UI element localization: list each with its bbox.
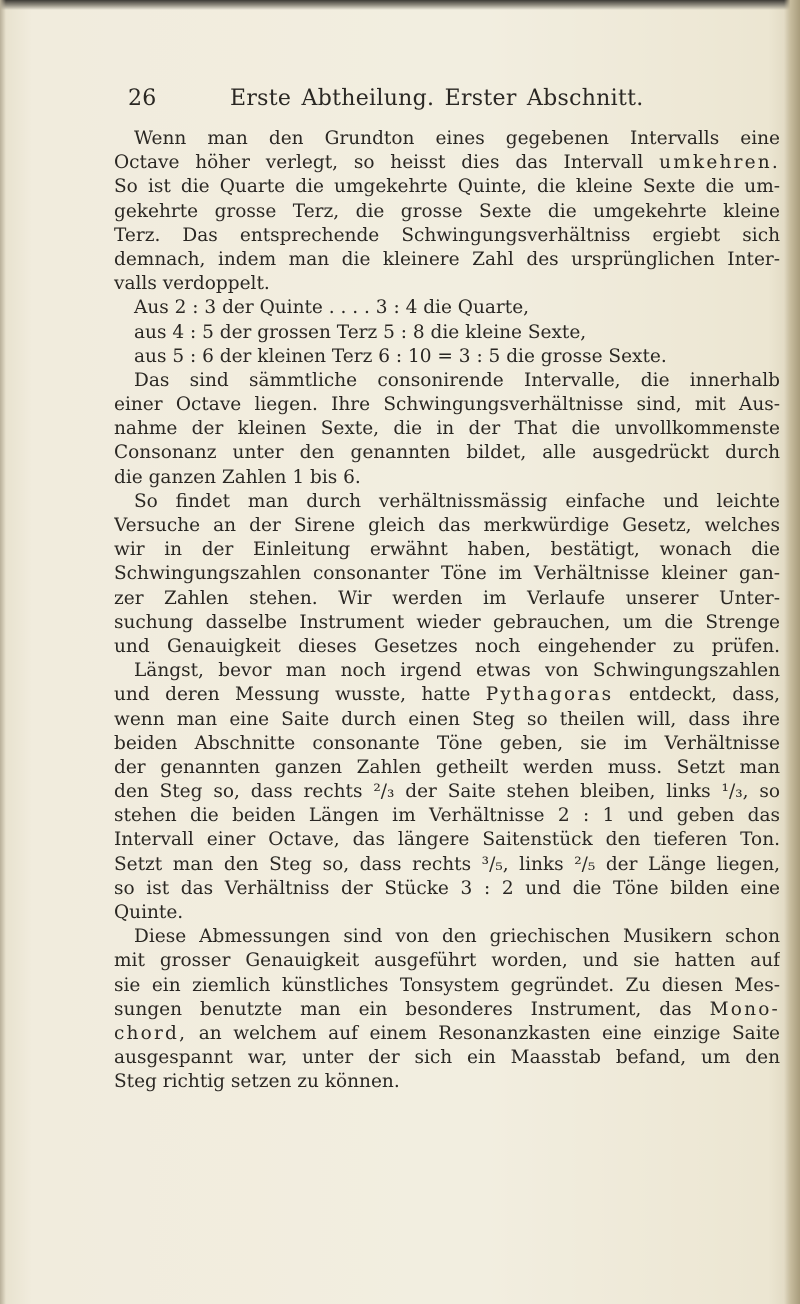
text-line: So findet man durch verhältnissmässig einfache und leichte <box>134 490 780 512</box>
text-line: stehen die beiden Längen im Verhältnisse 2 : 1 und geben das <box>114 805 780 827</box>
text-line: wenn man eine Saite durch einen Steg so theilen will, dass ihre <box>114 708 780 730</box>
text-line: und Genauigkeit dieses Gesetzes noch eingehender zu prüfen. <box>114 635 780 657</box>
text-line: Längst, bevor man noch irgend etwas von Schwingungszahlen <box>134 660 780 682</box>
text-line: Octave höher verlegt, so heisst dies das Intervall umkehren. <box>114 152 780 174</box>
text-line: Steg richtig setzen zu können. <box>114 1071 400 1093</box>
text-line: wir in der Einleitung erwähnt haben, bestätigt, wonach die <box>114 539 780 561</box>
text-line: demnach, indem man die kleinere Zahl des ursprünglichen Inter- <box>114 248 780 270</box>
emphasis-monochord: Mono- <box>709 998 780 1020</box>
text-line: so ist das Verhältniss der Stücke 3 : 2 und die Töne bilden eine <box>114 877 780 899</box>
text-line: Setzt man den Steg so, dass rechts ³/₅, links ²/₅ der Länge liegen, <box>114 853 780 875</box>
text-line: chord, an welchem auf einem Resonanzkasten eine einzige Saite <box>114 1022 780 1044</box>
text-line: Versuche an der Sirene gleich das merkwürdige Gesetz, welches <box>114 515 780 536</box>
page-top-edge <box>0 0 800 10</box>
text-line: Consonanz unter den genannten bildet, alle ausgedrückt durch <box>114 442 780 464</box>
emphasis-umkehren: umkehren. <box>659 152 780 174</box>
text-line: Intervall einer Octave, das längere Saitenstück den tieferen Ton. <box>114 829 780 851</box>
text-line: Schwingungszahlen consonanter Töne im Verhältnisse kleiner gan- <box>114 563 780 585</box>
page-right-edge <box>784 0 800 1304</box>
text-line: mit grosser Genauigkeit ausgeführt worden, und sie hatten auf <box>114 950 780 972</box>
text-line: sungen benutzte man ein besonderes Instrument, das Mono- <box>114 998 780 1020</box>
body-text <box>114 127 780 1095</box>
text-line: einer Octave liegen. Ihre Schwingungsverhältnisse sind, mit Aus- <box>114 394 780 416</box>
text-line: ausgespannt war, unter der sich ein Maasstab befand, um den <box>114 1047 780 1069</box>
text-line: Terz. Das entsprechende Schwingungsverhältniss ergiebt sich <box>114 224 780 246</box>
text-line: valls verdoppelt. <box>114 273 270 295</box>
interval-inversion-line: aus 5 : 6 der kleinen Terz 6 : 10 = 3 : 5 die grosse Sexte. <box>134 345 667 367</box>
text-line: die ganzen Zahlen 1 bis 6. <box>114 466 361 488</box>
text-line: So ist die Quarte die umgekehrte Quinte, die kleine Sexte die um- <box>114 176 780 198</box>
text-line: Quinte. <box>114 902 184 923</box>
text-line: gekehrte grosse Terz, die grosse Sexte die umgekehrte kleine <box>114 200 780 222</box>
page-header <box>128 86 748 118</box>
text-line: suchung dasselbe Instrument wieder gebrauchen, um die Strenge <box>114 611 780 633</box>
text-line: zer Zahlen stehen. Wir werden im Verlaufe unserer Unter- <box>114 587 780 609</box>
text-line: den Steg so, dass rechts ²/₃ der Saite stehen bleiben, links ¹/₃, so <box>114 781 780 803</box>
running-head: Erste Abtheilung. Erster Abschnitt. <box>230 86 644 111</box>
emphasis-monochord: chord, <box>114 1022 188 1044</box>
interval-inversion-line: Aus 2 : 3 der Quinte . . . . 3 : 4 die Quarte, <box>134 297 530 319</box>
text-line: sie ein ziemlich künstliches Tonsystem gegründet. Zu diesen Mes- <box>114 974 780 996</box>
text-line: und deren Messung wusste, hatte Pythagoras entdeckt, dass, <box>114 684 780 706</box>
text-line: Das sind sämmtliche consonirende Intervalle, die innerhalb <box>134 369 780 391</box>
text-line: beiden Abschnitte consonante Töne geben, sie im Verhältnisse <box>114 732 780 754</box>
text-line: nahme der kleinen Sexte, die in der That die unvollkommenste <box>114 418 780 440</box>
emphasis-pythagoras: Pythagoras <box>485 684 614 706</box>
page-number: 26 <box>128 86 157 111</box>
page-left-edge <box>0 0 6 1304</box>
text-line: Diese Abmessungen sind von den griechischen Musikern schon <box>134 926 780 948</box>
text-line: Wenn man den Grundton eines gegebenen Intervalls eine <box>134 128 780 149</box>
text-line: der genannten ganzen Zahlen getheilt werden muss. Setzt man <box>114 756 780 778</box>
interval-inversion-line: aus 4 : 5 der grossen Terz 5 : 8 die kleine Sexte, <box>134 321 587 343</box>
